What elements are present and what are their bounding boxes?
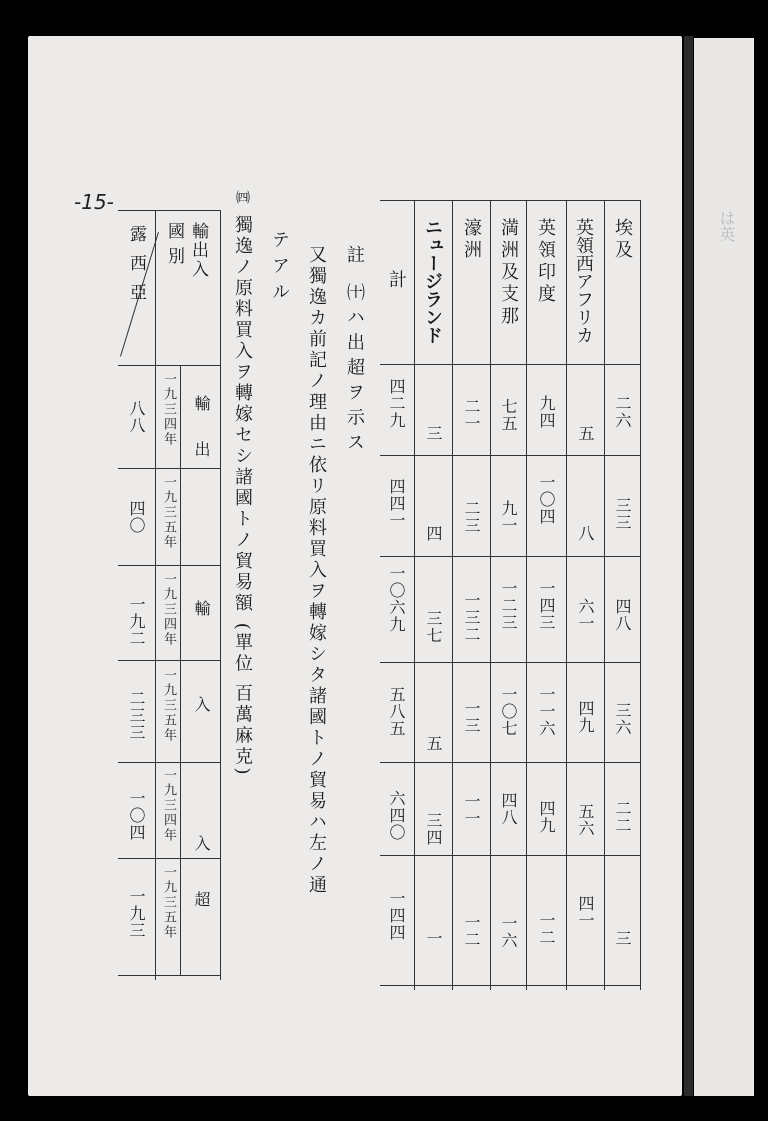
country-name: 濠洲 xyxy=(461,218,482,262)
table-cell: 一 xyxy=(424,930,443,947)
country-name: 英領印度 xyxy=(535,218,556,306)
header-imports: 輸入 xyxy=(192,600,211,792)
country-name: 露西亞 xyxy=(126,225,146,312)
note-paragraph-continuation: テアル xyxy=(269,230,290,308)
table-cell: 二三三 xyxy=(127,690,146,741)
adjacent-page xyxy=(694,38,754,1096)
bleed-through-text: は英 xyxy=(717,210,736,242)
table-cell: 三四 xyxy=(424,812,443,846)
table-cell: 一二 xyxy=(462,914,481,948)
page-number: -15- xyxy=(74,190,114,214)
table-cell: 三六 xyxy=(613,702,632,736)
table-cell: 一三 xyxy=(462,700,481,734)
table-cell: 一九三 xyxy=(127,888,146,939)
table-cell: 二三 xyxy=(462,500,481,534)
page-binding-edge xyxy=(684,36,693,1096)
year-label: 一九三四年 xyxy=(161,572,176,647)
table-cell: 一四三 xyxy=(537,580,556,631)
table-cell: 一〇七 xyxy=(499,686,518,737)
country-name: 満洲及支那 xyxy=(498,218,519,328)
table-cell: 三 xyxy=(613,930,632,947)
table-cell: 三 xyxy=(424,425,443,442)
country-name: 埃及 xyxy=(612,218,633,262)
table-cell: 七五 xyxy=(499,398,518,432)
year-label: 一九三五年 xyxy=(161,475,176,550)
table-cell: 五八五 xyxy=(387,686,406,737)
table-cell: 一四四 xyxy=(387,890,406,941)
table-cell: 一〇四 xyxy=(537,474,556,525)
table-cell: 八八 xyxy=(127,400,146,434)
table-cell: 二一 xyxy=(462,398,481,432)
year-label: 一九三五年 xyxy=(161,668,176,743)
table-cell: 四八 xyxy=(499,792,518,826)
header-exports: 輸出 xyxy=(192,395,211,487)
country-name: 英領西アフリカ xyxy=(573,218,594,344)
table-cell: 四二九 xyxy=(387,378,406,429)
header-corner-bottom: 國別 xyxy=(164,222,184,272)
table-cell: 四九 xyxy=(537,800,556,834)
table-cell: 九四 xyxy=(537,395,556,429)
table-cell: 一九二 xyxy=(127,596,146,647)
table-cell: 八 xyxy=(576,525,595,542)
note-paragraph: 又獨逸カ前記ノ理由ニ依リ原料買入ヲ轉嫁シタ諸國トノ貿易ハ左ノ通 xyxy=(306,245,327,896)
table-cell: 五 xyxy=(576,425,595,442)
year-label: 一九三五年 xyxy=(161,865,176,940)
note-excess-exports: 註 ㈩ハ出超ヲ示ス xyxy=(344,245,365,458)
table-cell: 五 xyxy=(424,735,443,752)
table-cell: 四一 xyxy=(576,895,595,929)
table-cell: 二六 xyxy=(613,395,632,429)
total-label: 計 xyxy=(386,270,407,292)
table-cell: 一〇四 xyxy=(127,790,146,841)
table-cell: 四八 xyxy=(613,598,632,632)
table-cell: 三三 xyxy=(613,497,632,531)
table-cell: 一二 xyxy=(537,912,556,946)
section-title: 獨逸ノ原料買入ヲ轉嫁セシ諸國トノ貿易額 (單位 百萬麻克) xyxy=(232,215,253,778)
table-cell: 四九 xyxy=(576,700,595,734)
table-cell: 六一 xyxy=(576,598,595,632)
table-cell: 一六 xyxy=(499,915,518,949)
table-cell: 一三二 xyxy=(462,592,481,643)
year-label: 一九三四年 xyxy=(161,372,176,447)
section-number: ㈣ xyxy=(234,190,250,208)
table-cell: 四 xyxy=(424,525,443,542)
header-corner-top: 輸出入 xyxy=(188,222,208,279)
table-cell: 一一六 xyxy=(537,686,556,737)
header-excess-imports: 入超 xyxy=(192,835,211,947)
table-cell: 五六 xyxy=(576,803,595,837)
table-cell: 一〇六九 xyxy=(387,565,406,633)
country-name: ニュージランド xyxy=(422,218,443,344)
table-cell: 一一 xyxy=(462,793,481,827)
table-cell: 一二三 xyxy=(499,580,518,631)
table-cell: 三七 xyxy=(424,610,443,644)
table-cell: 六四〇 xyxy=(387,790,406,841)
table-cell: 九一 xyxy=(499,500,518,534)
table-cell: 四四一 xyxy=(387,478,406,529)
table-cell: 二二 xyxy=(613,800,632,834)
table-cell: 四〇 xyxy=(127,500,146,534)
year-label: 一九三四年 xyxy=(161,768,176,843)
